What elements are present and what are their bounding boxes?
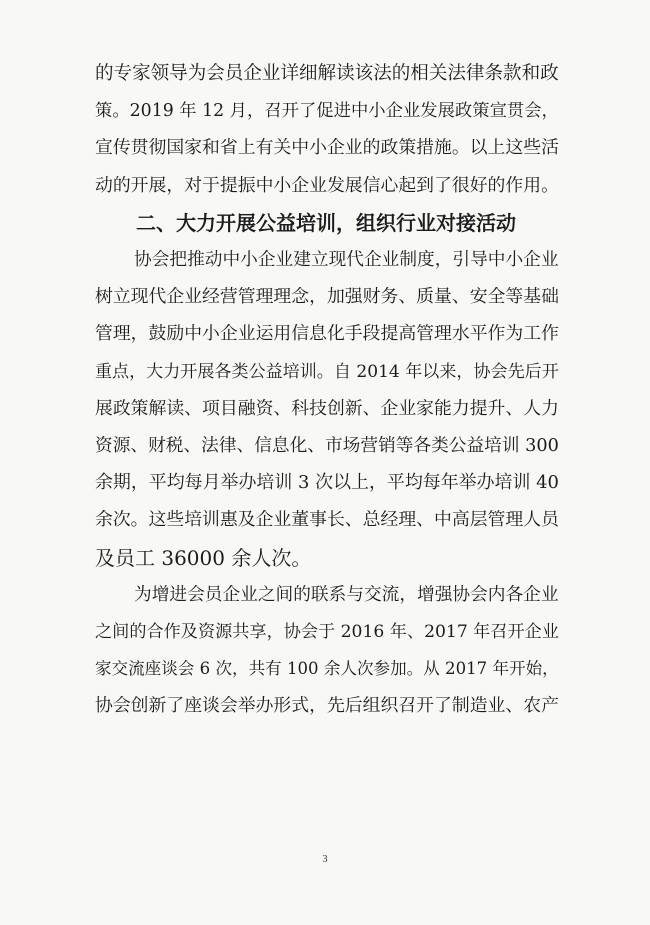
paragraph-line: [0, 578, 650, 612]
line-text: 宣传贯彻国家和省上有关中小企业的政策措施。以上这些活: [95, 137, 559, 158]
line-text: 动的开展，对于提振中小企业发展信心起到了很好的作用。: [95, 175, 559, 196]
line-text: 协会创新了座谈会举办形式，先后组织召开了制造业、农产: [95, 695, 559, 716]
paragraph-line: [0, 503, 650, 537]
line-text: 为增进会员企业之间的联系与交流，增强协会内各企业: [134, 585, 559, 605]
paragraph-line: [0, 169, 650, 203]
line-text: 展政策解读、项目融资、科技创新、企业家能力提升、人力: [95, 398, 559, 419]
section-heading: [0, 206, 650, 240]
line-text: 余次。这些培训惠及企业董事长、总经理、中高层管理人员: [95, 509, 559, 530]
line-text: 余期，平均每月举办培训 3 次以上，平均每年举办培训 40: [95, 472, 559, 493]
paragraph-line: [0, 541, 650, 575]
paragraph-line: [0, 57, 650, 91]
paragraph-line: [0, 466, 650, 500]
line-text: 策。2019 年 12 月，召开了促进中小企业发展政策宣贯会，: [95, 101, 559, 121]
paragraph-line: [0, 392, 650, 426]
line-text: 家交流座谈会 6 次，共有 100 余人次参加。从 2017 年开始，: [95, 659, 559, 678]
line-text: 管理，鼓励中小企业运用信息化手段提高管理水平作为工作: [95, 323, 559, 344]
line-text: 树立现代企业经营管理理念，加强财务、质量、安全等基础: [95, 286, 559, 307]
paragraph-line: [0, 355, 650, 389]
paragraph-line: [0, 280, 650, 314]
paragraph-line: [0, 317, 650, 351]
line-text: 协会把推动中小企业建立现代企业制度，引导中小企业: [134, 250, 559, 270]
page-number: 3: [322, 854, 328, 865]
paragraph-line: [0, 243, 650, 277]
heading-text: 二、大力开展公益培训，组织行业对接活动: [136, 211, 516, 235]
paragraph-line: [0, 429, 650, 463]
paragraph-line: [0, 131, 650, 165]
line-text: 资源、财税、法律、信息化、市场营销等各类公益培训 300: [95, 436, 559, 456]
line-text: 之间的合作及资源共享，协会于 2016 年、2017 年召开企业: [95, 622, 559, 642]
paragraph-line: [0, 94, 650, 128]
line-text: 及员工 36000 余人次。: [95, 546, 312, 570]
paragraph-line: [0, 615, 650, 649]
line-text: 的专家领导为会员企业详细解读该法的相关法律条款和政: [95, 63, 559, 84]
paragraph-line: [0, 689, 650, 723]
line-text: 重点，大力开展各类公益培训。自 2014 年以来，协会先后开: [95, 362, 559, 382]
paragraph-line: [0, 652, 650, 686]
